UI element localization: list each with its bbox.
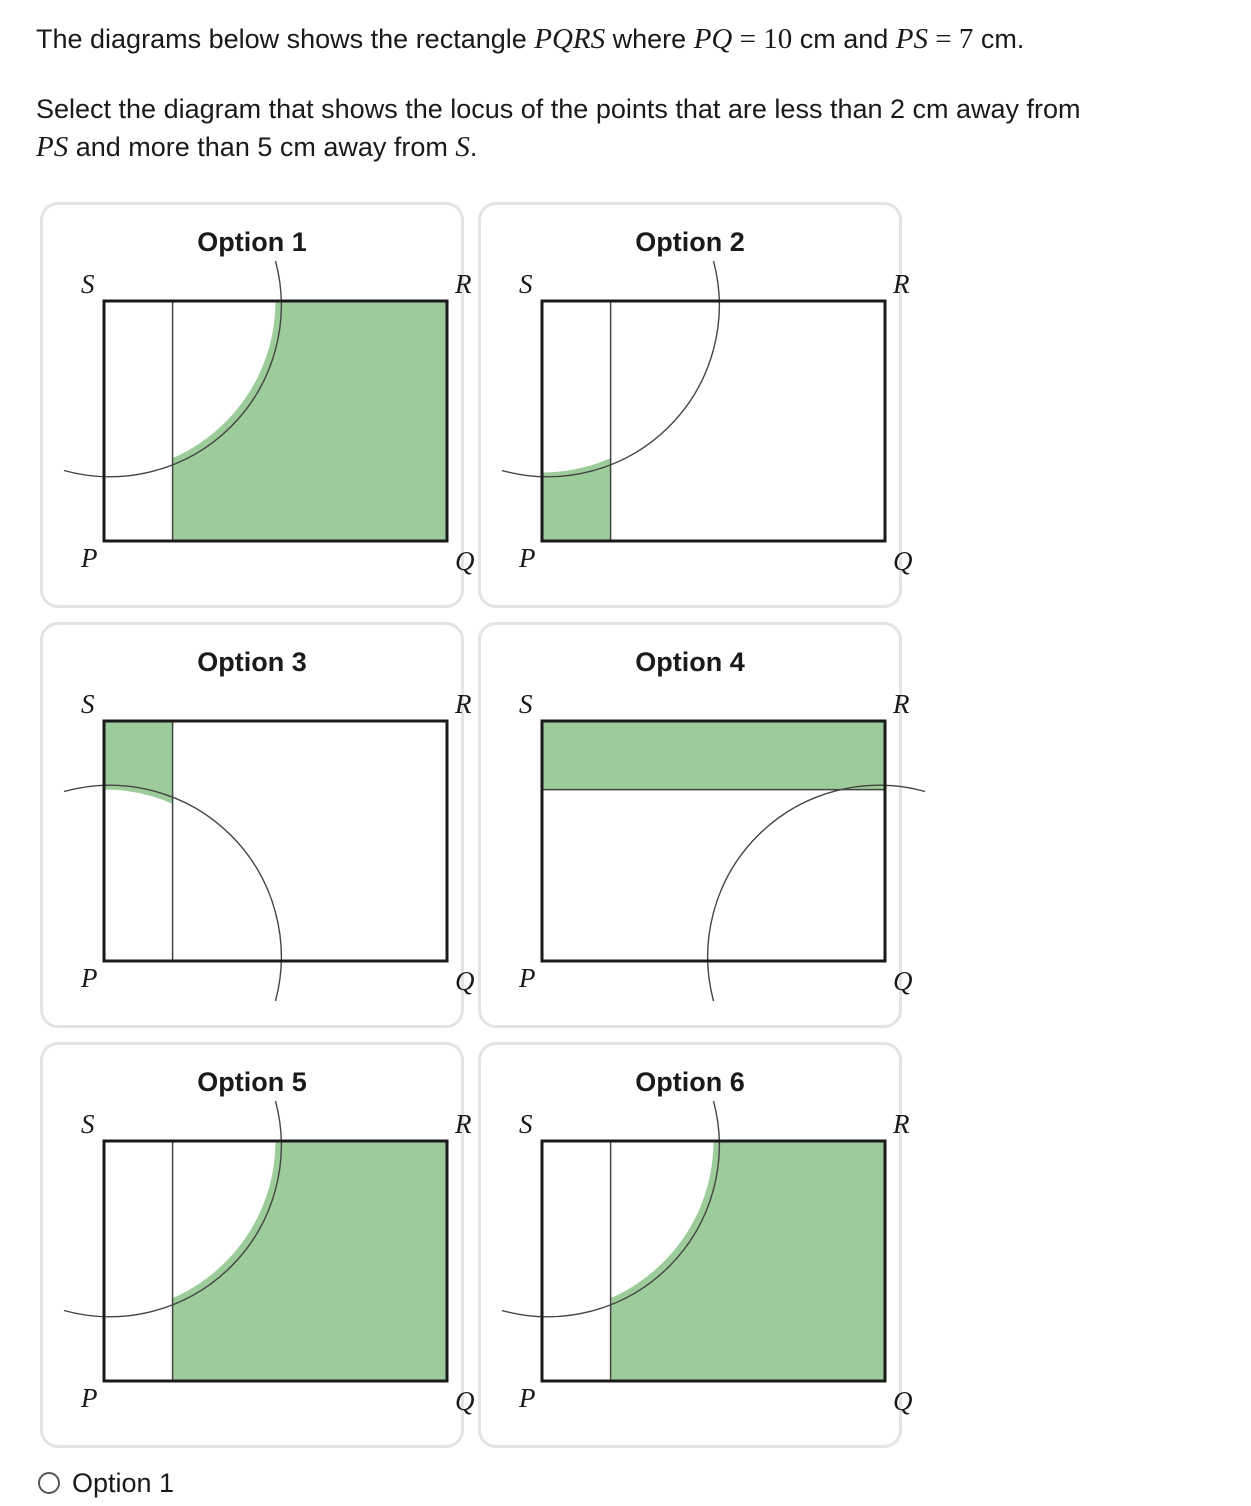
vertex-label-s: S — [81, 689, 95, 719]
option-card-3[interactable] — [40, 622, 475, 1028]
shaded-region — [173, 1141, 447, 1381]
vertex-label-p: P — [519, 963, 536, 993]
vertex-label-s: S — [519, 689, 533, 719]
question-text: cm and — [792, 24, 896, 54]
vertex-label-q: Q — [893, 1386, 913, 1416]
vertex-label-p: P — [81, 1383, 98, 1413]
vertex-label-r: R — [455, 269, 472, 299]
vertex-label-q: Q — [893, 546, 913, 576]
math-ps: PS — [36, 131, 69, 163]
vertex-label-s: S — [81, 1109, 95, 1139]
option-title: Option 4 — [635, 647, 745, 677]
math-pqrs: PQRS — [534, 23, 606, 55]
vertex-label-p: P — [519, 1383, 536, 1413]
question-line-3 — [36, 130, 477, 164]
shaded-region — [104, 721, 173, 804]
vertex-label-r: R — [893, 1109, 910, 1139]
option-diagram — [481, 1045, 913, 1451]
vertex-label-q: Q — [893, 966, 913, 996]
math-value: = 7 — [927, 23, 974, 55]
shaded-region — [611, 1141, 885, 1381]
option-card-1[interactable] — [40, 202, 475, 608]
option-diagram — [481, 205, 913, 611]
vertex-label-r: R — [455, 689, 472, 719]
option-card-4[interactable] — [478, 622, 913, 1028]
option-title: Option 3 — [197, 647, 307, 677]
option-title: Option 5 — [197, 1067, 307, 1097]
question-text: cm. — [973, 24, 1025, 54]
shaded-region — [542, 458, 611, 541]
math-value: = 10 — [732, 23, 793, 55]
math-ps: PS — [895, 23, 928, 55]
question-text: . — [469, 132, 478, 162]
vertex-label-p: P — [81, 543, 98, 573]
option-card-2[interactable] — [478, 202, 913, 608]
vertex-label-q: Q — [455, 1386, 475, 1416]
vertex-label-s: S — [81, 269, 95, 299]
option-diagram — [43, 205, 475, 611]
vertex-label-s: S — [519, 1109, 533, 1139]
question-text: where — [605, 24, 694, 54]
shaded-region — [173, 301, 447, 541]
vertex-label-p: P — [81, 963, 98, 993]
question-text: The diagrams below shows the rectangle — [36, 24, 535, 54]
shaded-region — [542, 721, 885, 790]
option-diagram — [481, 625, 913, 1031]
question-line-2: Select the diagram that shows the locus of the points that are less than 2 cm away from — [36, 94, 1081, 124]
vertex-label-r: R — [455, 1109, 472, 1139]
vertex-label-q: Q — [455, 966, 475, 996]
option-title: Option 1 — [197, 227, 307, 257]
answer-label: Option 1 — [72, 1467, 175, 1498]
option-title: Option 2 — [635, 227, 745, 257]
vertex-label-r: R — [893, 269, 910, 299]
vertex-label-q: Q — [455, 546, 475, 576]
question-text: and more than 5 cm away from — [68, 132, 456, 162]
radio-button[interactable] — [38, 1472, 60, 1494]
question-line-1 — [36, 22, 1024, 56]
option-title: Option 6 — [635, 1067, 745, 1097]
option-card-5[interactable] — [40, 1042, 475, 1448]
vertex-label-s: S — [519, 269, 533, 299]
math-pq: PQ — [693, 23, 733, 55]
vertex-label-p: P — [519, 543, 536, 573]
vertex-label-r: R — [893, 689, 910, 719]
option-diagram — [43, 625, 475, 1031]
math-s: S — [455, 131, 470, 163]
option-diagram — [43, 1045, 475, 1451]
answer-choice-option-1[interactable] — [38, 1463, 174, 1503]
option-card-6[interactable] — [478, 1042, 913, 1448]
